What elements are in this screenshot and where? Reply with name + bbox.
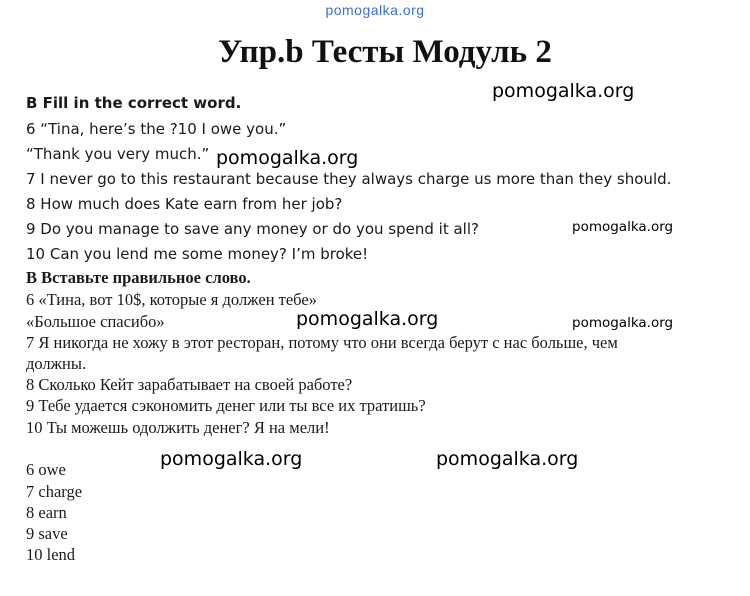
russian-line: 7 Я никогда не хожу в этот ресторан, потому что они всегда берут с нас больше, чем [26,333,618,352]
watermark: pomogalka.org [572,315,674,331]
page-title: Упр.b Тесты Модуль 2 [218,34,552,70]
watermark: pomogalka.org [160,448,303,470]
english-heading: B Fill in the correct word. [26,94,242,112]
russian-line: 8 Сколько Кейт зарабатывает на своей работе? [26,375,353,394]
watermark: pomogalka.org [296,308,439,330]
watermark: pomogalka.org [436,448,579,470]
answer-item: 7 charge [26,482,83,501]
site-header-link[interactable]: pomogalka.org [325,2,425,18]
english-line: 10 Can you lend me some money? I’m broke! [26,245,369,263]
answer-item: 10 lend [26,545,76,564]
russian-line: 9 Тебе удается сэкономить денег или ты все их тратишь? [26,396,426,415]
answer-item: 8 earn [26,503,67,522]
answer-item: 6 owe [26,460,66,479]
watermark: pomogalka.org [216,147,359,169]
english-line: 8 How much does Kate earn from her job? [26,195,343,213]
russian-heading: B Вставьте правильное слово. [26,268,251,287]
english-line: 7 I never go to this restaurant because they always charge us more than they should. [26,170,672,188]
answer-item: 9 save [26,524,68,543]
english-line: “Thank you very much.” [26,145,210,163]
watermark: pomogalka.org [492,80,635,102]
russian-line: «Большое спасибо» [26,312,165,331]
watermark: pomogalka.org [572,219,674,235]
english-line: 6 “Tina, here’s the ?10 I owe you.” [26,120,287,138]
english-line: 9 Do you manage to save any money or do you spend it all? [26,220,479,238]
russian-line: 6 «Тина, вот 10$, которые я должен тебе» [26,290,317,309]
russian-line: 10 Ты можешь одолжить денег? Я на мели! [26,418,330,437]
russian-line: должны. [26,354,87,373]
